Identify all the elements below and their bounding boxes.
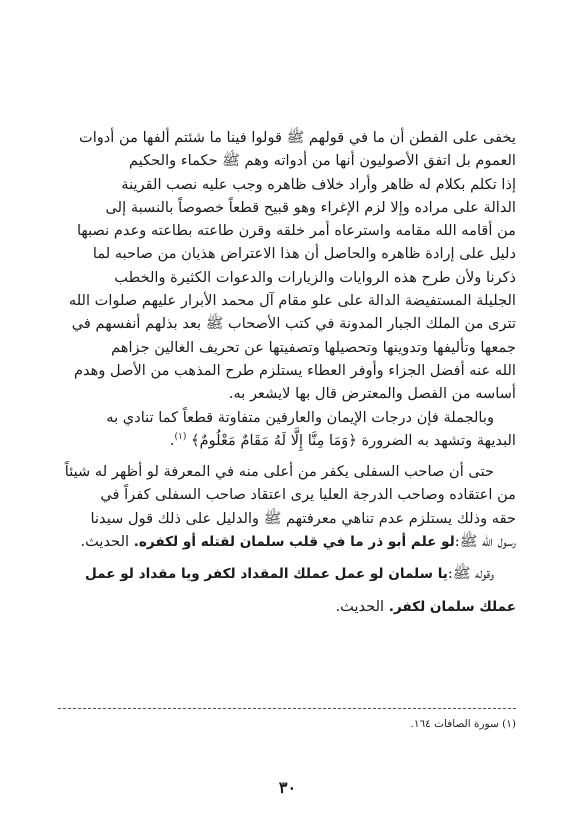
text-line: جمعها وتأليفها وتدوينها وتحصيلها وتصفيتها عن تحريف الغالين جزاهم — [111, 338, 516, 356]
text-line-with-footnote — [58, 429, 516, 452]
footnote: (١) سورة الصافات ١٦٤. — [410, 718, 516, 730]
quran-quote: البديهة وتشهد به الضرورة ﴿وَمَا مِنَّا إِلَّا لَهُ مَقَامٌ مَعْلُومٌ﴾ — [191, 431, 516, 449]
text-line: يخفى على الفطن أن ما في قولهم ﷺ قولوا فينا ما شئتم ألفها من أدوات — [78, 129, 516, 146]
text-line: الجليلة المستفيضة الدالة على علو مقام آل محمد الأبرار عليهم صلوات الله — [68, 292, 516, 310]
text-line: العموم بل اتفق الأصوليون أنها من أدواته وهم ﷺ حكماء والحكيم — [129, 152, 516, 170]
text-line: دليل على إرادة ظاهره والحاصل أن هذا الاعتراض هذيان من صاحبه لما — [92, 245, 516, 263]
hadith-intro: رسول الله ﷺ: — [454, 533, 516, 551]
text-line — [58, 595, 516, 619]
text-line — [58, 530, 516, 554]
text-line — [58, 562, 516, 586]
hadith-intro: وقوله ﷺ: — [447, 565, 494, 583]
text-line: أساسه من الفصل والمعترض قال بها لايشعر به. — [228, 385, 516, 403]
text-line: تترى من الملك الجبار المدونة في كتب الأصحاب ﷺ بعد بذلهم أنفسهم في — [71, 315, 516, 333]
page-number: ٣٠ — [278, 778, 297, 797]
text-line: ذكرنا ولأن طرح هذه الروايات والزيارات والدعوات الكثيرة والخطب — [114, 268, 516, 286]
hadith-quote: عملك سلمان لكفر. — [388, 598, 516, 615]
text-line: من اعتقاده وصاحب الدرجة العليا يرى اعتقاد صاحب السفلى كفراً في — [100, 486, 516, 504]
hadith-suffix: الحديث. — [335, 597, 389, 615]
text-line: وبالجملة فإن درجات الإيمان والعارفين متفاوتة قطعاً كما تنادي به — [106, 408, 494, 426]
text-line: من أقامه الله مقامه واسترعاه أمر خلقه وقرن طاعته بطاعته وعدم نصبها — [76, 222, 516, 240]
hadith-quote: لو علم أبو ذر ما في قلب سلمان لقتله أو لكفره. — [133, 534, 455, 551]
footnote-divider — [58, 708, 516, 709]
hadith-quote: يا سلمان لو عمل عملك المقداد لكفر ويا مقداد لو عمل — [84, 566, 448, 583]
text-line: الله عنه أفضل الجزاء وأوفر العطاء يستلزم طرح المذهب من الأصل وهدم — [73, 361, 516, 379]
text-line: حتى أن صاحب السفلى يكفر من أعلى منه في المعرفة لو أظهر له شيئاً — [64, 463, 494, 481]
sentence-end: . — [169, 431, 175, 449]
hadith-suffix: الحديث. — [80, 533, 134, 551]
body-text — [58, 126, 516, 619]
text-line: الدالة على مراده وإلا لزم الإغراء وهو قبيح قطعاً خصوصاً بالنسبة إلى — [105, 198, 516, 216]
text-line: إذا تكلم بكلام له ظاهر وأراد خلاف ظاهره وجب عليه نصب القرينة — [121, 175, 516, 193]
text-line: حقه وذلك يستلزم عدم تناهي معرفتهم ﷺ والدليل على ذلك قول سيدنا — [90, 509, 516, 527]
footnote-marker: (١) — [174, 432, 187, 442]
